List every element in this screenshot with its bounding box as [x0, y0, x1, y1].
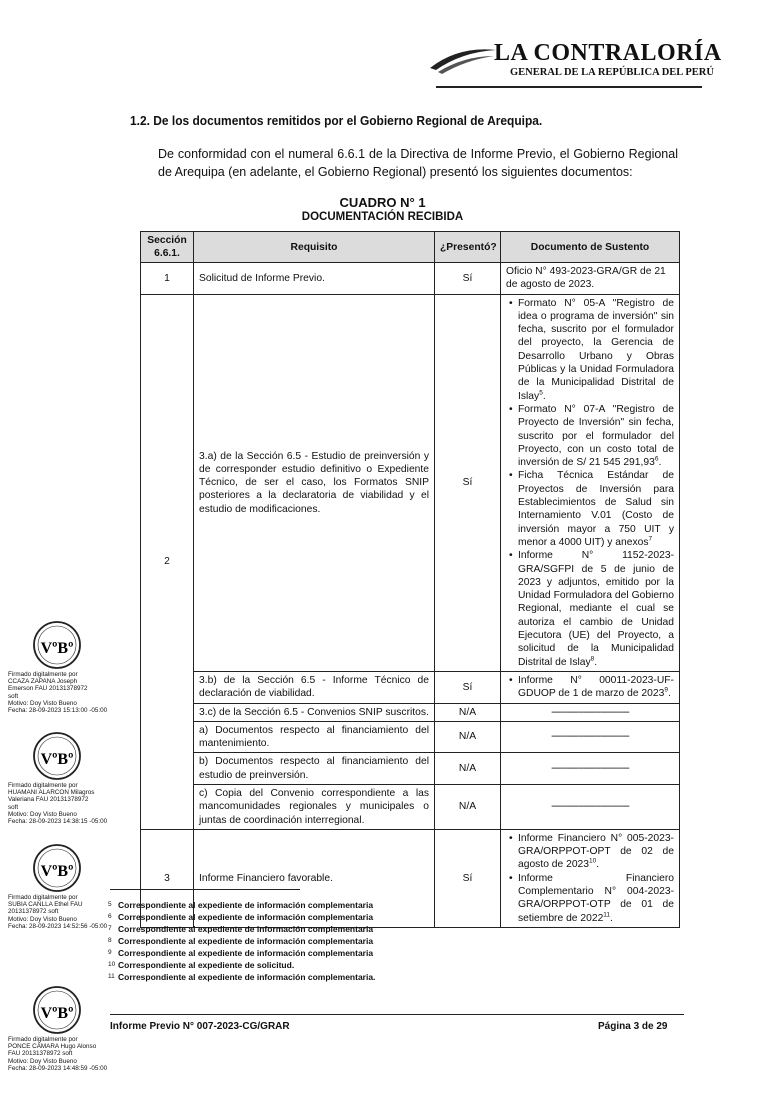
- cell-requirement: c) Copia del Convenio correspondiente a las mancomunidades regionales y municipales o juntas de coordinación interregional.: [194, 784, 435, 829]
- footnote: 10 Correspondiente al expediente de solicitud.: [108, 960, 295, 970]
- cell-requirement: 3.c) de la Sección 6.5 - Convenios SNIP suscritos.: [194, 703, 435, 721]
- footnote-rule: [110, 889, 300, 890]
- cell-presented: N/A: [435, 703, 501, 721]
- col-header-requirement: Requisito: [194, 232, 435, 263]
- list-item: • Informe Financiero Complementario N° 004-2023-GRA/ORPPOT-OTP de 01 de setiembre de 2022$^{11}$.: [518, 872, 674, 925]
- footer-report-id: Informe Previo N° 007-2023-CG/GRAR: [110, 1021, 290, 1032]
- document-list: [506, 674, 674, 701]
- cell-document: [501, 829, 680, 927]
- footnote: 5 Correspondiente al expediente de información complementaria: [108, 900, 374, 910]
- footnote: 6 Correspondiente al expediente de información complementaria: [108, 912, 374, 922]
- cell-section: 2: [141, 294, 194, 829]
- stamp-text: Firmado digitalmente por SUBIA CANLLA Ethel FAU 20131378972 soft Motivo: Doy Visto Bueno Fecha: 28-09-2023 14:52:56 -05:00: [8, 894, 108, 930]
- logo-swoosh-icon: [428, 44, 498, 74]
- cell-presented: N/A: [435, 753, 501, 785]
- table-row: [141, 703, 680, 721]
- table-row: [141, 784, 680, 829]
- table-row: [141, 753, 680, 785]
- list-item: • Formato N° 05-A "Registro de idea o programa de inversión" sin fecha, suscrito por el formulador del proyecto, la Gerencia de Desarrollo Urbano y Obras Públicas y la Unidad Formuladora de la Municipalidad Distrital de Islay$^5$.: [518, 297, 674, 403]
- footnote: 11 Correspondiente al expediente de información complementaria.: [108, 972, 376, 982]
- cell-requirement: a) Documentos respecto al financiamiento del mantenimiento.: [194, 721, 435, 753]
- stamp-text: Firmado digitalmente por CCAZA ZAPANA Joseph Emerson FAU 20131378972 soft Motivo: Doy Visto Bueno Fecha: 28-09-2023 15:13:00 -05:00: [8, 671, 108, 715]
- approval-seal-icon: [32, 985, 82, 1035]
- col-header-presented: ¿Presentó?: [435, 232, 501, 263]
- svg-text:VºBº: VºBº: [40, 640, 74, 657]
- logo-title: LA CONTRALORÍA: [494, 40, 722, 66]
- documents-table: [140, 231, 680, 928]
- footer-rule: [110, 1014, 684, 1015]
- table-title: CUADRO N° 1: [339, 195, 426, 210]
- stamp-text: Firmado digitalmente por HUAMANI ALARCON Milagros Valeriana FAU 20131378972 soft Motivo: Doy Visto Bueno Fecha: 28-09-2023 14:38:15 -05:00: [8, 782, 108, 826]
- empty-dash: --------------------------------: [551, 801, 629, 813]
- cell-requirement: Solicitud de Informe Previo.: [194, 263, 435, 295]
- document-list: [506, 297, 674, 669]
- cell-requirement: Informe Financiero favorable.: [194, 829, 435, 927]
- footnote: 8 Correspondiente al expediente de información complementaria: [108, 936, 374, 946]
- list-item: • Ficha Técnica Estándar de Proyectos de Inversión para Establecimientos de Salud sin Internamiento V.01 (Costo de inversión mayor a 750 UIT y menor a 4000 UIT) y anexos$^7$: [518, 469, 674, 549]
- footnote: 9 Correspondiente al expediente de información complementaria: [108, 948, 374, 958]
- table-header-row: [141, 232, 680, 263]
- contraloria-logo: [428, 40, 722, 82]
- table-row: [141, 294, 680, 671]
- footer-page-number: Página 3 de 29: [598, 1021, 668, 1032]
- list-item: • Informe N° 00011-2023-UF-GDUOP de 1 de marzo de 2023$^9$.: [518, 674, 674, 701]
- cell-document: [501, 753, 680, 785]
- cell-section: 3: [141, 829, 194, 927]
- svg-text:VºBº: VºBº: [40, 863, 74, 880]
- approval-seal-icon: [32, 843, 82, 893]
- svg-text:VºBº: VºBº: [40, 751, 74, 768]
- table-subtitle: DOCUMENTACIÓN RECIBIDA: [301, 211, 464, 223]
- cell-presented: Sí: [435, 671, 501, 703]
- list-item: • Informe N° 1152-2023-GRA/SGFPI de 5 de junio de 2023 y adjuntos, emitido por la Unidad Formuladora del Gobierno Regional, mediante el cual se autoriza el cambio de Unidad Ejecutora (UE) del Proyecto, a solicitud de la Municipalidad Distrital de Islay$^8$.: [518, 549, 674, 669]
- cell-requirement: b) Documentos respecto al financiamiento del estudio de preinversión.: [194, 753, 435, 785]
- table-row: [141, 721, 680, 753]
- cell-document: Oficio N° 493-2023-GRA/GR de 21 de agosto de 2023.: [501, 263, 680, 295]
- empty-dash: --------------------------------: [551, 763, 629, 775]
- cell-presented: Sí: [435, 829, 501, 927]
- approval-seal-icon: [32, 731, 82, 781]
- section-heading: 1.2. De los documentos remitidos por el Gobierno Regional de Arequipa.: [130, 113, 543, 128]
- cell-presented: Sí: [435, 294, 501, 671]
- cell-document: [501, 703, 680, 721]
- footnotes: [108, 899, 375, 983]
- list-item: • Formato N° 07-A "Registro de Proyecto de Inversión" sin fecha, suscrito por el formulador del Proyecto, con un costo total de inversión de S/ 21 545 291,93$^6$.: [518, 403, 674, 469]
- cell-section: 1: [141, 263, 194, 295]
- header-rule: [436, 86, 702, 88]
- stamp-text: Firmado digitalmente por PONCE CÁMARA Hugo Alonso FAU 20131378972 soft Motivo: Doy Visto Bueno Fecha: 28-09-2023 14:48:59 -05:00: [8, 1036, 108, 1072]
- document-list: [506, 832, 674, 925]
- footnote: 7 Correspondiente al expediente de información complementaria: [108, 924, 374, 934]
- cell-requirement: 3.a) de la Sección 6.5 - Estudio de preinversión y de corresponder estudio definitivo o Expediente Técnico, de ser el caso, los Formatos SNIP posteriores a la declaratoria de viabilidad y el estudio de modificaciones.: [194, 294, 435, 671]
- cell-document: [501, 671, 680, 703]
- empty-dash: --------------------------------: [551, 731, 629, 743]
- empty-dash: --------------------------------: [551, 706, 629, 718]
- cell-presented: N/A: [435, 721, 501, 753]
- logo-subtitle: GENERAL DE LA REPÚBLICA DEL PERÚ: [510, 67, 714, 78]
- table-row: [141, 671, 680, 703]
- cell-document: [501, 721, 680, 753]
- table-row: [141, 263, 680, 295]
- cell-presented: N/A: [435, 784, 501, 829]
- cell-document: [501, 294, 680, 671]
- intro-paragraph: De conformidad con el numeral 6.6.1 de la Directiva de Informe Previo, el Gobierno Regional de Arequipa (en adelante, el Gobierno Regional) presentó los siguientes documentos:: [158, 147, 678, 179]
- cell-presented: Sí: [435, 263, 501, 295]
- cell-requirement: 3.b) de la Sección 6.5 - Informe Técnico de declaración de viabilidad.: [194, 671, 435, 703]
- svg-text:VºBº: VºBº: [40, 1005, 74, 1022]
- col-header-document: Documento de Sustento: [501, 232, 680, 263]
- cell-document: [501, 784, 680, 829]
- list-item: • Informe Financiero N° 005-2023-GRA/ORPPOT-OPT de 02 de agosto de 2023$^{10}$.: [518, 832, 674, 872]
- approval-seal-icon: [32, 620, 82, 670]
- col-header-section: Sección 6.6.1.: [141, 232, 194, 263]
